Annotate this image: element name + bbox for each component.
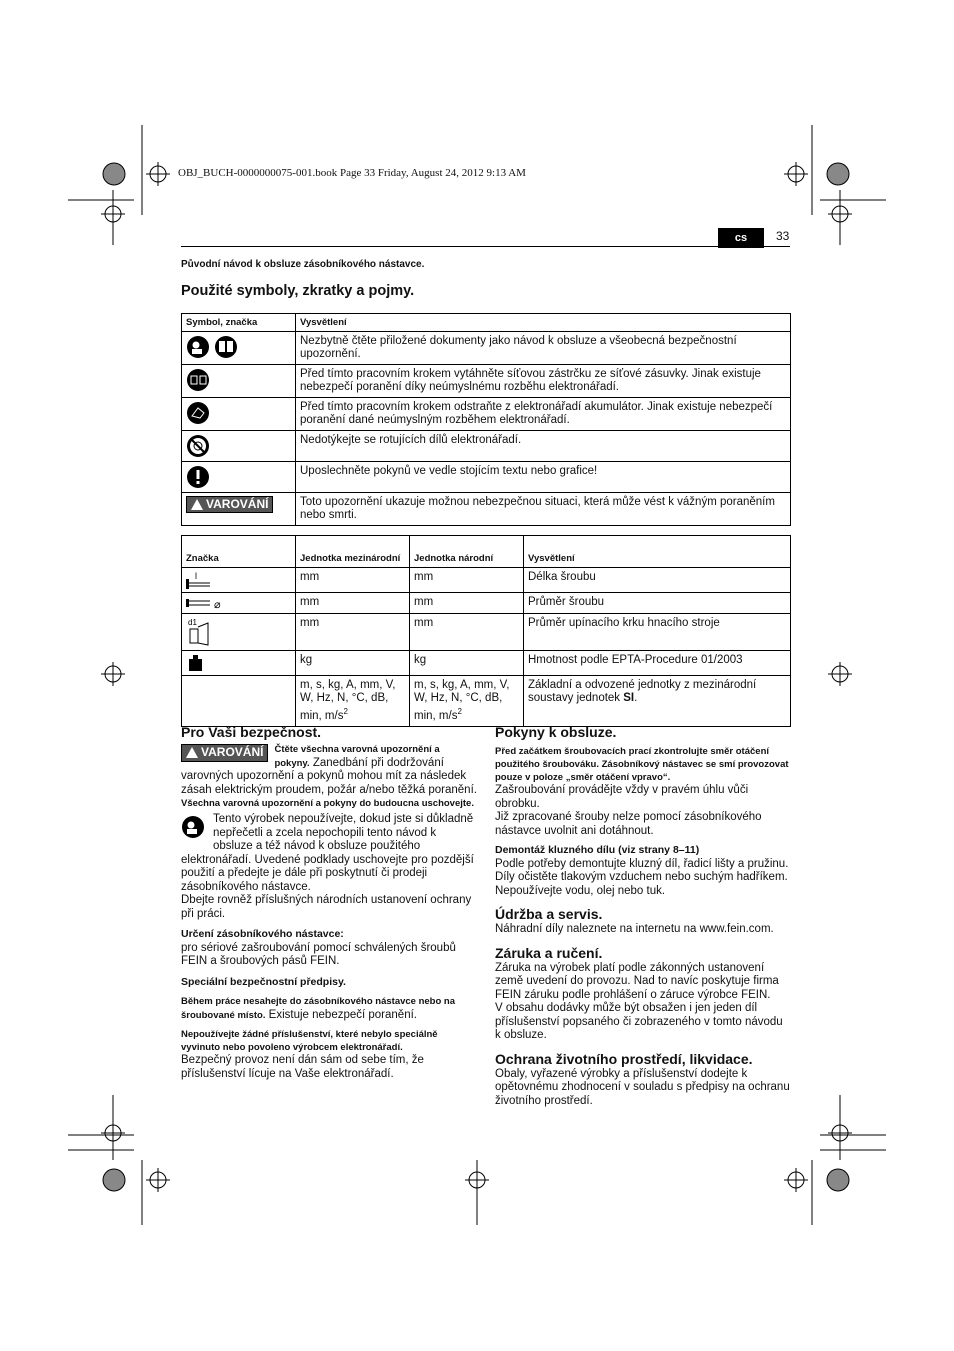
unit-national: m, s, kg, A, mm, V, W, Hz, N, °C, dB, min, $m/s^2$ xyxy=(410,676,524,727)
unit-national: mm xyxy=(410,614,524,651)
explanation-cell: Před tímto pracovním krokem odstraňte z elektronářadí akumulátor. Jinak existuje nebezpečí poranění dané neúmyslným rozběhem elektronářadí. xyxy=(296,398,791,431)
table-header-row xyxy=(182,314,791,332)
explanation-cell: Nedotýkejte se rotujících dílů elektronářadí. xyxy=(296,431,791,462)
right-column xyxy=(495,723,791,1108)
special-rule-2: Nepoužívejte žádné příslušenství, které nebylo speciálně vyvinuto nebo povoleno výrobcem elektronářadí. xyxy=(181,1029,438,1053)
unit-explanation: Základní a odvozené jednotky z mezinárodní soustavy jednotek SI. xyxy=(524,676,791,727)
warning-label: VAROVÁNÍ xyxy=(206,497,269,511)
unit-international: kg xyxy=(296,651,410,676)
dismount-heading: Demontáž kluzného dílu (viz strany 8–11) xyxy=(495,844,700,856)
table-row xyxy=(182,398,791,431)
warranty-text-1: Záruka na výrobek platí podle zákonných ustanovení země uvedení do provozu. Nad to navíc poskytuje firma FEIN záruku podle prohlášení o záruce výrobce FEIN. xyxy=(495,961,779,1001)
dismount-text: Podle potřeby demontujte kluzný díl, řadicí lišty a pružinu. Díly očistěte tlakovým vzduchem nebo suchým hadříkem. Nepoužívejte vodu, olej nebo tuk. xyxy=(495,857,789,897)
empty-symbol-cell xyxy=(182,676,296,727)
operation-warning: Před začátkem šroubovacích prací zkontrolujte směr otáčení použitého šroubováku. Zásobníkový nástavec se smí provozovat pouze v poloze „směr otáčení vpravo“. xyxy=(495,746,789,783)
warning-badge: VAROVÁNÍ xyxy=(181,744,268,762)
table-row xyxy=(182,676,791,727)
environment-text: Obaly, vyřazené výrobky a příslušenství dodejte k opětovnému zhodnocení v souladu s předpisy na ochranu životního prostředí. xyxy=(495,1067,790,1107)
column-header: Vysvětlení xyxy=(524,536,791,568)
exclamation-icon xyxy=(186,465,212,489)
symbols-heading: Použité symboly, zkratky a pojmy. xyxy=(181,283,415,299)
maintenance-text: Náhradní díly naleznete na internetu na www.fein.com. xyxy=(495,923,774,935)
operation-heading: Pokyny k obsluze. xyxy=(495,724,617,740)
remove-battery-icon xyxy=(186,401,212,425)
warranty-heading: Záruka a ručení. xyxy=(495,944,603,961)
environment-heading: Ochrana životního prostředí, likvidace. xyxy=(495,1050,753,1067)
table-row xyxy=(182,593,791,614)
symbol-text: d1 xyxy=(188,618,197,628)
unit-explanation: Hmotnost podle EPTA-Procedure 01/2003 xyxy=(524,651,791,676)
language-badge: cs xyxy=(718,228,764,248)
purpose-text: pro sériové zašroubování pomocí schválených šroubů FEIN a šroubových pásů FEIN. xyxy=(181,941,456,967)
manual-paragraph: Tento výrobek nepoužívejte, dokud jste si důkladně nepřečetli a zcela nepochopili tento návod k obsluze a též návod k obsluze použitého elektronářadí. Uvedené podklady uschovejte pro pozdější použití a předejte je dále při poskytnutí či prodeji zásobníkového nástavce. xyxy=(181,813,474,893)
warning-badge xyxy=(186,496,273,513)
table-row xyxy=(182,365,791,398)
unit-international: m, s, kg, A, mm, V, W, Hz, N, °C, dB, min, $m/s^2$ xyxy=(296,676,410,727)
table-row xyxy=(182,332,791,365)
column-header: Symbol, značka xyxy=(182,314,296,332)
warranty-text-2: V obsahu dodávky může být obsažen i jen jeden díl příslušenství popsaného či zobrazeného v tomto návodu k obsluze. xyxy=(495,1002,783,1041)
weight-icon xyxy=(186,654,206,672)
unit-international: mm xyxy=(296,614,410,651)
table-row xyxy=(182,493,791,526)
warning-triangle-icon xyxy=(191,499,203,510)
document-subtitle: Původní návod k obsluze zásobníkového nástavce. xyxy=(181,259,425,270)
warning-paragraph: VAROVÁNÍ Čtěte všechna varovná upozornění a pokyny. Zanedbání při dodržování varovných upozornění a pokynů mohou mít za následek zásah elektrickým proudem, požár a/nebo těžká poranění. xyxy=(181,744,477,796)
page-number: 33 xyxy=(776,229,790,243)
table-row xyxy=(182,568,791,593)
book-slug: OBJ_BUCH-0000000075-001.book Page 33 Friday, August 24, 2012 9:13 AM xyxy=(178,167,526,179)
unit-national: kg xyxy=(410,651,524,676)
warning-triangle-icon xyxy=(186,747,198,758)
left-column xyxy=(181,723,477,1081)
symbol-text: ⌀ xyxy=(214,599,221,610)
header-rule xyxy=(181,246,790,247)
special-rule-2-text: Bezpečný provoz není dán sám od sebe tím, že příslušenství lícuje na Vaše elektronářadí. xyxy=(181,1054,424,1080)
unit-international: mm xyxy=(296,593,410,614)
explanation-cell: Před tímto pracovním krokem vytáhněte síťovou zástrčku ze síťové zásuvky. Jinak existuje nebezpečí poranění díky neúmyslnému rozběhu elektronářadí. xyxy=(296,365,791,398)
operation-text-2: Již zpracované šrouby nelze pomocí zásobníkového nástavce uvolnit ani dotáhnout. xyxy=(495,811,762,837)
column-header: Značka xyxy=(182,536,296,568)
unit-explanation: Průměr upínacího krku hnacího stroje xyxy=(524,614,791,651)
read-manual-icon xyxy=(181,815,207,841)
keep-instructions: Všechna varovná upozornění a pokyny do budoucna uschovejte. xyxy=(181,798,474,809)
operation-text-1: Zašroubování provádějte vždy v pravém úhlu vůči obrobku. xyxy=(495,784,749,810)
table-row xyxy=(182,431,791,462)
explanation-cell: Nezbytně čtěte přiložené dokumenty jako návod k obsluze a všeobecná bezpečnostní upozornění. xyxy=(296,332,791,365)
unit-national: mm xyxy=(410,568,524,593)
unplug-icon xyxy=(186,368,212,392)
national-regulations: Dbejte rovněž příslušných národních ustanovení ochrany při práci. xyxy=(181,894,472,920)
table-row xyxy=(182,462,791,493)
table-row xyxy=(182,614,791,651)
explanation-cell: Toto upozornění ukazuje možnou nebezpečnou situaci, která může vést k vážným poraněním nebo smrti. xyxy=(296,493,791,526)
symbol-text: l xyxy=(195,571,197,581)
no-touch-icon xyxy=(186,434,212,458)
column-header: Jednotka národní xyxy=(410,536,524,568)
table-row xyxy=(182,651,791,676)
screw-diameter-icon xyxy=(186,596,226,610)
maintenance-heading: Údržba a servis. xyxy=(495,906,603,922)
read-manual-icon xyxy=(186,335,240,359)
explanation-cell: Uposlechněte pokynů ve vedle stojícím textu nebo grafice! xyxy=(296,462,791,493)
column-header: Jednotka mezinárodní xyxy=(296,536,410,568)
symbols-table xyxy=(181,313,791,526)
purpose-heading: Určení zásobníkového nástavce: xyxy=(181,928,344,940)
special-heading: Speciální bezpečnostní předpisy. xyxy=(181,975,346,988)
units-table xyxy=(181,535,791,727)
screw-length-icon xyxy=(186,571,216,589)
table-header-row xyxy=(182,536,791,568)
column-header: Vysvětlení xyxy=(296,314,791,332)
unit-explanation: Průměr šroubu xyxy=(524,593,791,614)
unit-international: mm xyxy=(296,568,410,593)
safety-heading: Pro Vaši bezpečnost. xyxy=(181,724,322,740)
collar-diameter-icon xyxy=(186,617,216,647)
special-rule-1: Během práce nesahejte do zásobníkového nástavce nebo na šroubované místo. Existuje nebezpečí poranění. xyxy=(181,996,456,1021)
unit-explanation: Délka šroubu xyxy=(524,568,791,593)
unit-national: mm xyxy=(410,593,524,614)
